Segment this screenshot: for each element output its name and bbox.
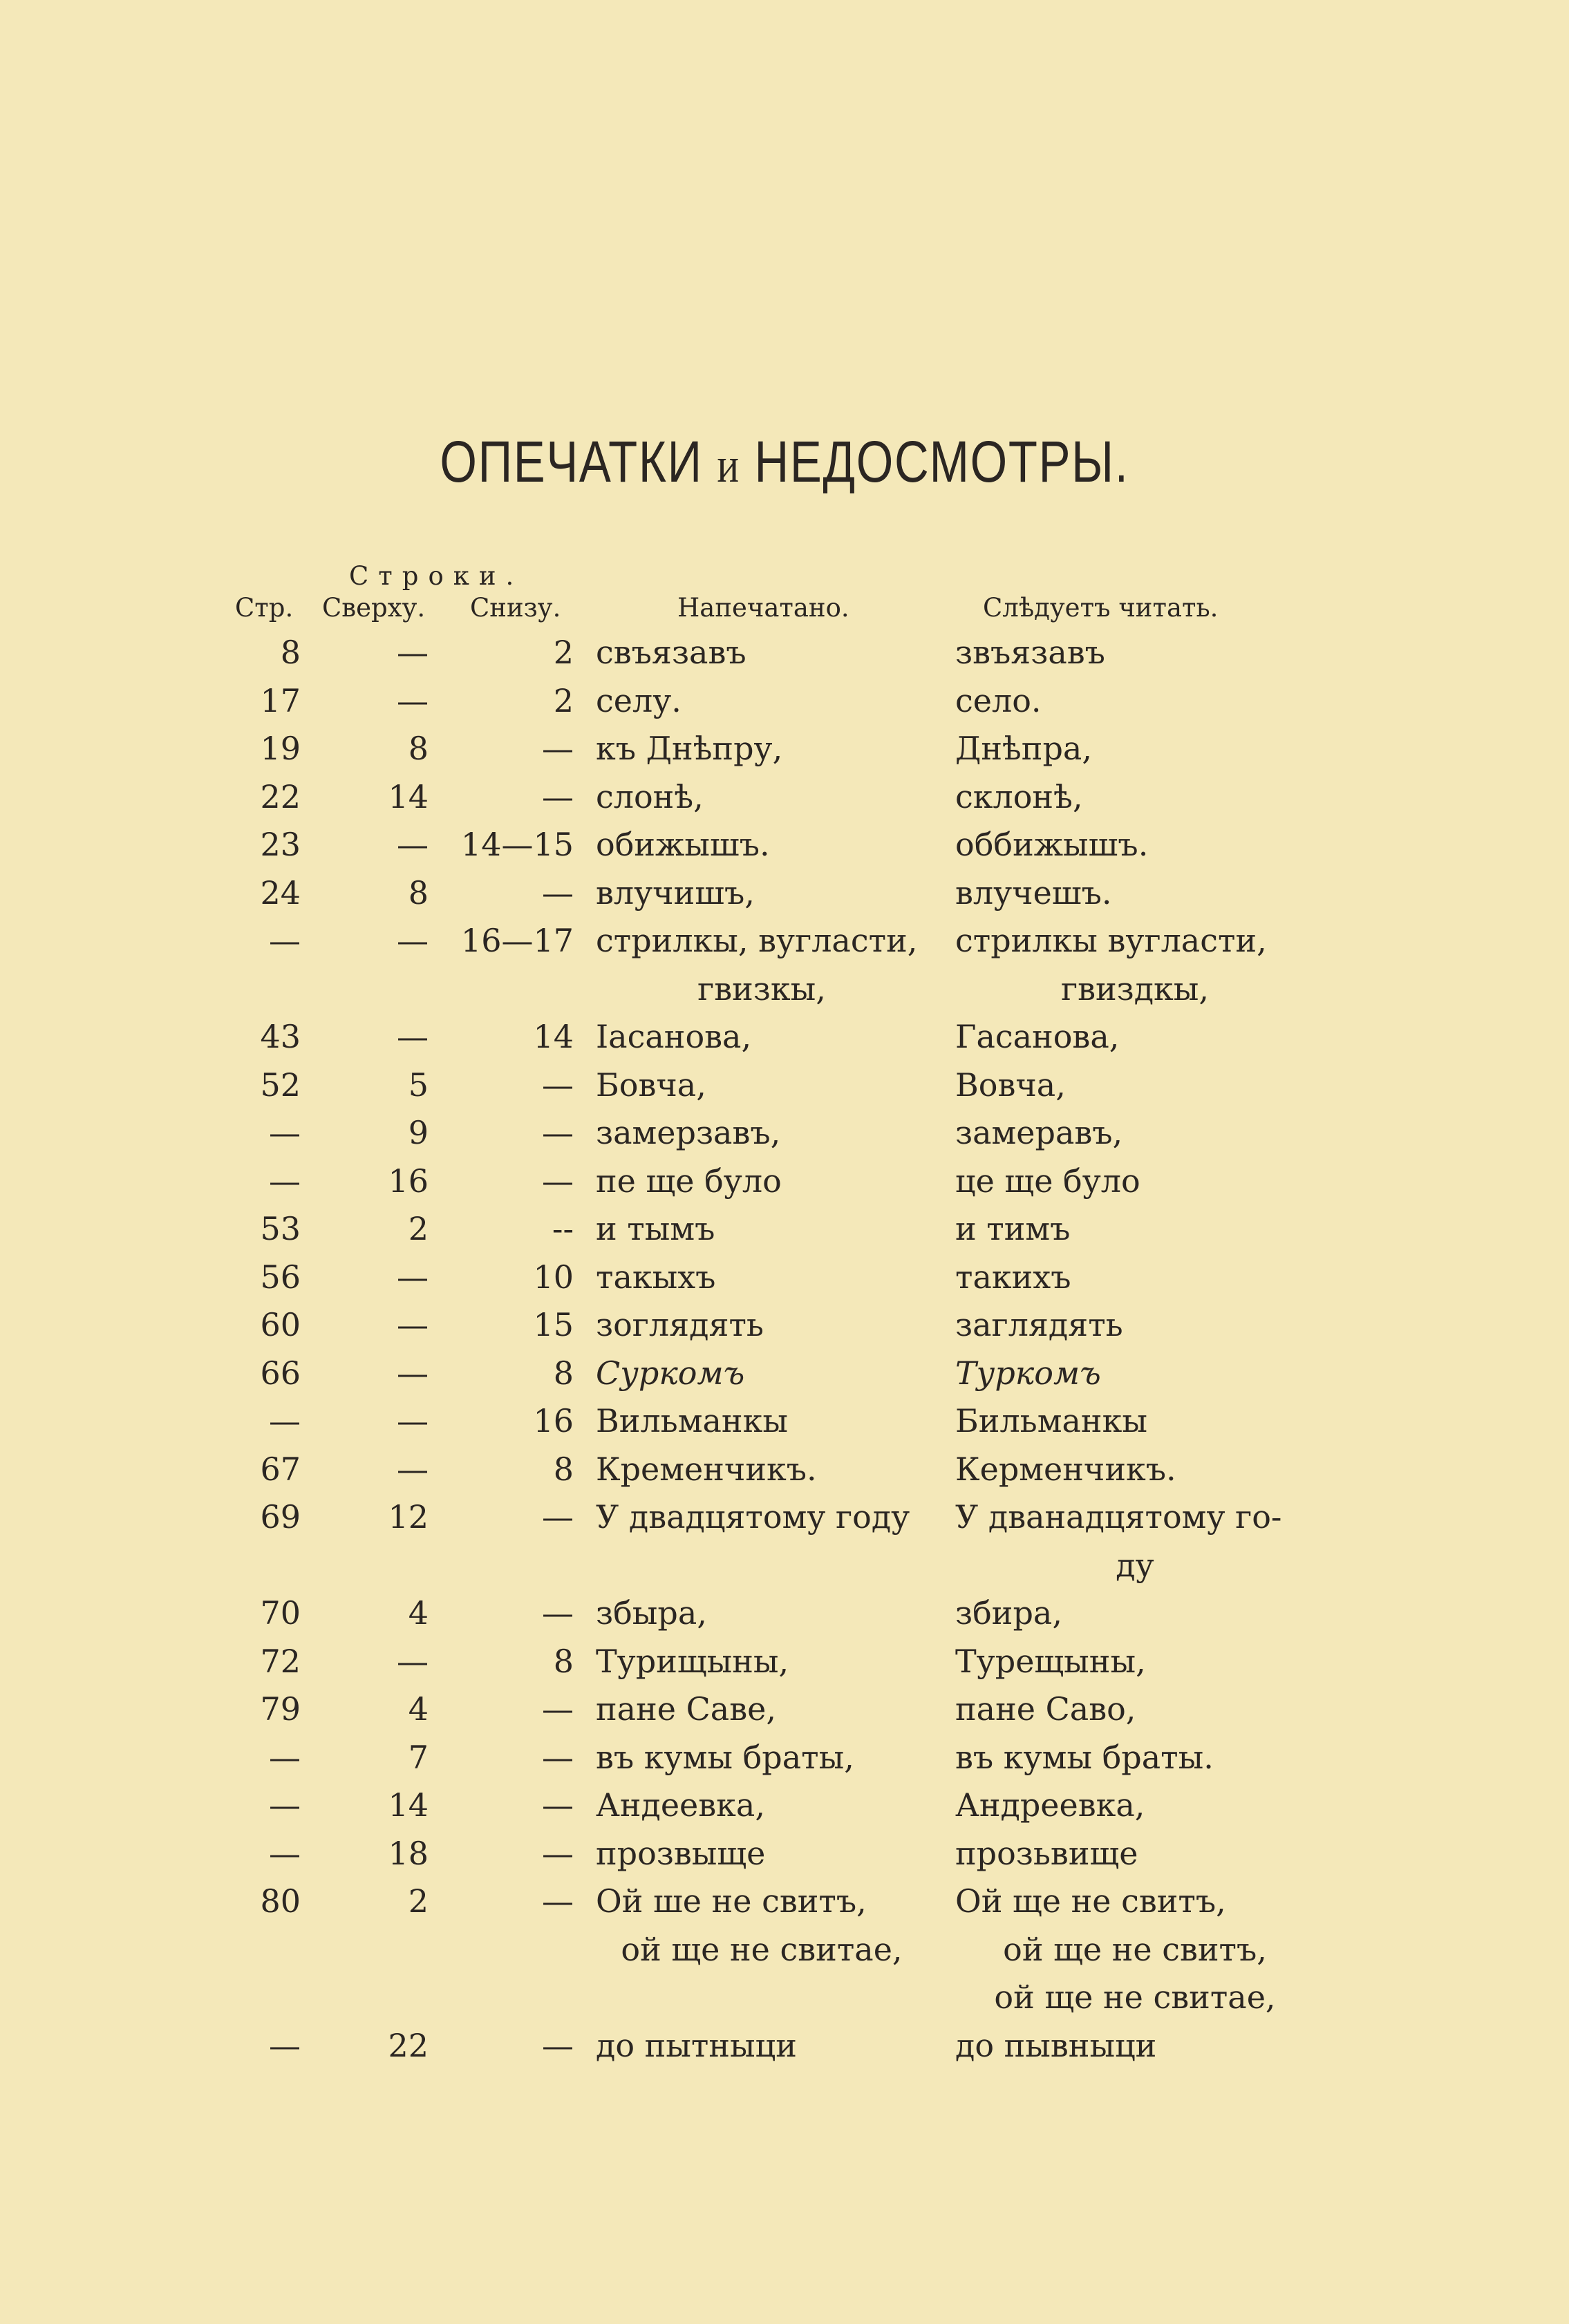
errata-row — [0, 1830, 1569, 1878]
correct-line: заглядять — [955, 1306, 1123, 1343]
printed-line: селу. — [596, 681, 682, 719]
page-number: 24 — [260, 873, 301, 911]
correct-line: до пывныци — [955, 2026, 1157, 2064]
errata-row — [0, 1061, 1569, 1110]
errata-row — [0, 629, 1569, 677]
correct-text — [955, 1685, 1315, 1734]
page-number: 23 — [260, 826, 301, 863]
line-from-top: 8 — [408, 730, 429, 767]
correct-line: це ще було — [955, 1162, 1140, 1200]
printed-line-continued: гвизкы, — [697, 970, 826, 1008]
page-number: — — [269, 1786, 301, 1824]
page-number: 22 — [260, 777, 301, 815]
line-from-bottom: 8 — [553, 1354, 574, 1392]
correct-line: Днѣпра, — [955, 730, 1092, 767]
correct-line: и тимъ — [955, 1210, 1071, 1247]
line-from-bottom: — — [542, 1162, 574, 1200]
line-from-bottom: 16 — [533, 1402, 574, 1439]
printed-line: пане Саве, — [596, 1690, 776, 1728]
page-number: 8 — [280, 634, 301, 671]
correct-text — [955, 821, 1315, 869]
printed-line: въ кумы браты, — [596, 1738, 854, 1776]
page-number: 80 — [260, 1882, 301, 1920]
printed-line-continued: ой ще не свитае, — [621, 1930, 903, 1968]
line-from-bottom: — — [542, 1690, 574, 1728]
line-from-top: 4 — [408, 1594, 429, 1632]
errata-row — [0, 1397, 1569, 1446]
line-from-top: 14 — [388, 1786, 429, 1824]
correct-text — [955, 725, 1315, 773]
errata-row — [0, 1109, 1569, 1158]
printed-line: и тымъ — [596, 1210, 715, 1247]
line-from-top: 8 — [408, 873, 429, 911]
page-number: 66 — [260, 1354, 301, 1392]
line-from-bottom: — — [542, 1066, 574, 1104]
line-from-top: — — [397, 1018, 429, 1055]
page-number: 19 — [260, 730, 301, 767]
printed-line: У двадцятому году — [596, 1498, 910, 1536]
line-from-bottom: — — [542, 1498, 574, 1536]
from-top-column-header: Сверху. — [322, 593, 426, 623]
printed-text — [596, 2022, 928, 2070]
errata-table — [0, 629, 1569, 2070]
printed-line: прозвыще — [596, 1834, 766, 1872]
printed-text — [596, 1782, 928, 1830]
line-from-bottom: — — [542, 1114, 574, 1151]
correct-text — [955, 1205, 1315, 1254]
printed-text — [596, 1878, 928, 1974]
line-from-top: 12 — [388, 1498, 429, 1536]
printed-line: замерзавъ, — [596, 1114, 781, 1151]
printed-text — [596, 869, 928, 918]
line-from-top: — — [397, 1354, 429, 1392]
correct-line: стрилкы вугласти, — [955, 922, 1267, 959]
line-from-bottom: 10 — [533, 1258, 574, 1296]
line-from-top: 5 — [408, 1066, 429, 1104]
correct-text — [955, 1254, 1315, 1302]
printed-line: Суркомъ — [596, 1354, 745, 1392]
correct-line: село. — [955, 681, 1042, 719]
correct-line: склонѣ, — [955, 777, 1083, 815]
correct-line: Гасанова, — [955, 1018, 1120, 1055]
line-from-bottom: — — [542, 1786, 574, 1824]
errata-row — [0, 2022, 1569, 2070]
correct-text — [955, 917, 1315, 1013]
page-number: — — [269, 1738, 301, 1776]
correct-text — [955, 1638, 1315, 1686]
printed-text — [596, 725, 928, 773]
errata-row — [0, 773, 1569, 822]
correct-line: звъязавъ — [955, 634, 1105, 671]
correct-line: такихъ — [955, 1258, 1071, 1296]
correct-text — [955, 1589, 1315, 1638]
errata-row — [0, 1638, 1569, 1686]
printed-text — [596, 677, 928, 726]
printed-text — [596, 1397, 928, 1446]
printed-text — [596, 1685, 928, 1734]
line-from-bottom: 8 — [553, 1450, 574, 1488]
page-number: 60 — [260, 1306, 301, 1343]
printed-line: слонѣ, — [596, 777, 704, 815]
line-from-top: 16 — [388, 1162, 429, 1200]
title-conjunction: и — [717, 437, 740, 493]
title-part-1: ОПЕЧАТКИ — [440, 429, 703, 494]
correct-text — [955, 1350, 1315, 1398]
line-from-bottom: — — [542, 1738, 574, 1776]
printed-text — [596, 1493, 928, 1542]
line-from-top: — — [397, 1306, 429, 1343]
page-number: — — [269, 1402, 301, 1439]
line-from-top: — — [397, 826, 429, 863]
line-from-bottom: — — [542, 777, 574, 815]
page-number: — — [269, 922, 301, 959]
errata-row — [0, 869, 1569, 918]
printed-text — [596, 917, 928, 1013]
line-from-top: — — [397, 681, 429, 719]
errata-row — [0, 1589, 1569, 1638]
printed-line: Кременчикъ. — [596, 1450, 817, 1488]
printed-line: влучишъ, — [596, 873, 755, 911]
printed-text — [596, 773, 928, 822]
page-number: 43 — [260, 1018, 301, 1055]
errata-row — [0, 1301, 1569, 1350]
printed-line: Вильманкы — [596, 1402, 788, 1439]
printed-line: Андеевка, — [596, 1786, 765, 1824]
line-from-bottom: 14—15 — [460, 826, 574, 863]
correct-text — [955, 1109, 1315, 1158]
correct-text — [955, 1734, 1315, 1782]
errata-row — [0, 1350, 1569, 1398]
printed-line: къ Днѣпру, — [596, 730, 783, 767]
line-from-top: 2 — [408, 1210, 429, 1247]
printed-line: Іасанова, — [596, 1018, 752, 1055]
printed-text — [596, 1830, 928, 1878]
page-title — [141, 428, 1427, 495]
page-number: 79 — [260, 1690, 301, 1728]
correct-text — [955, 1301, 1315, 1350]
page-number: 70 — [260, 1594, 301, 1632]
title-part-2: НЕДОСМОТРЫ. — [754, 429, 1129, 494]
page-number: — — [269, 2026, 301, 2064]
line-from-bottom: -- — [552, 1210, 574, 1247]
correct-line: въ кумы браты. — [955, 1738, 1214, 1776]
errata-row — [0, 917, 1569, 1013]
line-from-bottom: — — [542, 1834, 574, 1872]
printed-line: збыра, — [596, 1594, 707, 1632]
errata-row — [0, 725, 1569, 773]
correct-text — [955, 677, 1315, 726]
line-from-bottom: 2 — [553, 681, 574, 719]
correct-text — [955, 869, 1315, 918]
correct-text — [955, 773, 1315, 822]
line-from-bottom: — — [542, 730, 574, 767]
errata-row — [0, 1205, 1569, 1254]
printed-text — [596, 1734, 928, 1782]
errata-row — [0, 1493, 1569, 1589]
line-from-top: — — [397, 1642, 429, 1680]
correct-text — [955, 1446, 1315, 1494]
errata-row — [0, 821, 1569, 869]
correct-line: Туркомъ — [955, 1354, 1101, 1392]
printed-line: Ой ше не свитъ, — [596, 1882, 867, 1920]
printed-text — [596, 1205, 928, 1254]
page-number: 17 — [260, 681, 301, 719]
correct-line: прозьвище — [955, 1834, 1138, 1872]
line-from-top: 14 — [388, 777, 429, 815]
printed-text — [596, 1301, 928, 1350]
errata-row — [0, 1254, 1569, 1302]
correct-text — [955, 1061, 1315, 1110]
correct-line: влучешъ. — [955, 873, 1112, 911]
line-from-top: — — [397, 634, 429, 671]
printed-line: зоглядять — [596, 1306, 764, 1343]
page-column-header: Стр. — [235, 593, 294, 623]
printed-line: обижышъ. — [596, 826, 770, 863]
page-number: — — [269, 1834, 301, 1872]
errata-row — [0, 1734, 1569, 1782]
page-number: — — [269, 1162, 301, 1200]
line-from-top: — — [397, 922, 429, 959]
page-number: 67 — [260, 1450, 301, 1488]
line-from-top: — — [397, 1258, 429, 1296]
printed-text — [596, 1589, 928, 1638]
printed-line: пе ще було — [596, 1162, 782, 1200]
errata-row — [0, 1685, 1569, 1734]
printed-text — [596, 1350, 928, 1398]
line-from-top: 7 — [408, 1738, 429, 1776]
correct-text — [955, 2022, 1315, 2070]
correct-line: замеравъ, — [955, 1114, 1123, 1151]
correct-line-continued: ой ще не свитае, — [994, 1978, 1276, 2016]
correct-line: Вовча, — [955, 1066, 1066, 1104]
correct-text — [955, 1158, 1315, 1206]
page-number: 56 — [260, 1258, 301, 1296]
correct-text — [955, 1493, 1315, 1589]
line-from-top: 18 — [388, 1834, 429, 1872]
line-from-top: — — [397, 1402, 429, 1439]
errata-row — [0, 1158, 1569, 1206]
correct-line-continued: гвиздкы, — [1060, 970, 1210, 1008]
correct-line: оббижышъ. — [955, 826, 1149, 863]
page-number: 53 — [260, 1210, 301, 1247]
errata-row — [0, 677, 1569, 726]
printed-text — [596, 1158, 928, 1206]
correct-text — [955, 1397, 1315, 1446]
errata-row — [0, 1013, 1569, 1061]
printed-text — [596, 1254, 928, 1302]
correct-text — [955, 1830, 1315, 1878]
printed-line: Турищыны, — [596, 1642, 789, 1680]
printed-column-header: Напечатано. — [677, 593, 849, 623]
errata-row — [0, 1446, 1569, 1494]
correct-line: Ой ще не свитъ, — [955, 1882, 1226, 1920]
line-from-top: 2 — [408, 1882, 429, 1920]
correct-line: У дванадцятому го- — [955, 1498, 1282, 1536]
correct-line: пане Саво, — [955, 1690, 1136, 1728]
page-number: — — [269, 1114, 301, 1151]
printed-text — [596, 1638, 928, 1686]
correct-line: Турещыны, — [955, 1642, 1146, 1680]
line-from-bottom: 8 — [553, 1642, 574, 1680]
from-bottom-column-header: Снизу. — [470, 593, 561, 623]
errata-row — [0, 1878, 1569, 2022]
line-from-bottom: — — [542, 2026, 574, 2064]
correct-line: збира, — [955, 1594, 1062, 1632]
correct-line-continued: ой ще не свитъ, — [1003, 1930, 1267, 1968]
printed-text — [596, 821, 928, 869]
line-from-bottom: 15 — [533, 1306, 574, 1343]
page-number: 69 — [260, 1498, 301, 1536]
printed-text — [596, 1446, 928, 1494]
printed-line: свъязавъ — [596, 634, 746, 671]
line-from-top: 9 — [408, 1114, 429, 1151]
correct-line: Бильманкы — [955, 1402, 1147, 1439]
printed-line: такыхъ — [596, 1258, 716, 1296]
line-from-top: — — [397, 1450, 429, 1488]
correct-text — [955, 1782, 1315, 1830]
page-number: 72 — [260, 1642, 301, 1680]
should-read-column-header: Слѣдуетъ читать. — [983, 593, 1219, 623]
line-from-bottom: — — [542, 1882, 574, 1920]
printed-line: Бовча, — [596, 1066, 706, 1104]
correct-text — [955, 629, 1315, 677]
errata-row — [0, 1782, 1569, 1830]
line-from-top: 22 — [388, 2026, 429, 2064]
correct-line: Керменчикъ. — [955, 1450, 1176, 1488]
lines-group-header: Строки. — [349, 561, 524, 591]
printed-text — [596, 1061, 928, 1110]
page-number: 52 — [260, 1066, 301, 1104]
printed-line: стрилкы, вугласти, — [596, 922, 918, 959]
line-from-bottom: 2 — [553, 634, 574, 671]
correct-line-continued: ду — [1116, 1546, 1154, 1584]
line-from-bottom: — — [542, 873, 574, 911]
correct-line: Андреевка, — [955, 1786, 1145, 1824]
line-from-bottom: — — [542, 1594, 574, 1632]
printed-text — [596, 629, 928, 677]
printed-text — [596, 1013, 928, 1061]
correct-text — [955, 1878, 1315, 2022]
line-from-top: 4 — [408, 1690, 429, 1728]
line-from-bottom: 14 — [533, 1018, 574, 1055]
printed-text — [596, 1109, 928, 1158]
printed-line: до пытныци — [596, 2026, 797, 2064]
correct-text — [955, 1013, 1315, 1061]
line-from-bottom: 16—17 — [460, 922, 574, 959]
